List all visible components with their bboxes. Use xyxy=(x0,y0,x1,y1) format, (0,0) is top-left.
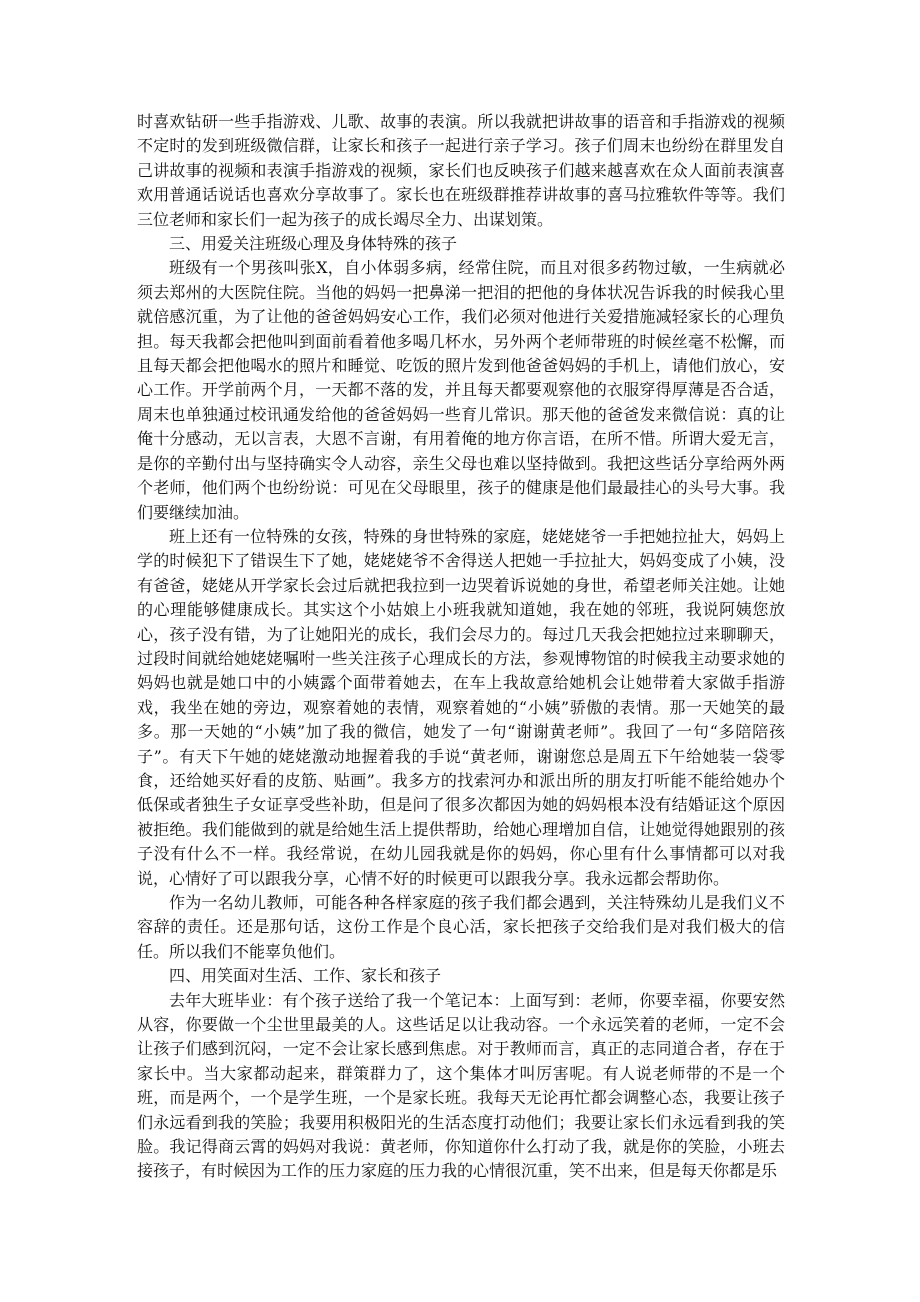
document-body xyxy=(137,110,785,1184)
paragraph-teacher-responsibility: 作为一名幼儿教师，可能各种各样家庭的孩子我们都会遇到，关注特殊幼儿是我们义不容辞的责任。还是那句话，这份工作是个良心活，家长把孩子交给我们是对我们极大的信任。所以我们不能辜负他们。 xyxy=(137,893,785,961)
paragraph-girl-story: 班上还有一位特殊的女孩，特殊的身世特殊的家庭，姥姥姥爷一手把她拉扯大，妈妈上学的时候犯下了错误生下了她，姥姥姥爷不舍得送人把她一手拉扯大，妈妈变成了小姨，没有爸爸，姥姥从开学家长会过后就把我拉到一边哭着诉说她的身世，希望老师关注她。让她的心理能够健康成长。其实这个小姑娘上小班我就知道她，我在她的邻班，我说阿姨您放心，孩子没有错，为了让她阳光的成长，我们会尽力的。每过几天我会把她拉过来聊聊天，过段时间就给她姥姥嘱咐一些关注孩子心理成长的方法，参观博物馆的时候我主动要求她的妈妈也就是她口中的小姨露个面带着她去，在车上我故意给她机会让她带着大家做手指游戏，我坐在她的旁边，观察着她的表情，观察着她的“小姨”骄傲的表情。那一天她笑的最多。那一天她的“小姨”加了我的微信，她发了一句“谢谢黄老师”。我回了一句“多陪陪孩子”。有天下午她的姥姥激动地握着我的手说“黄老师，谢谢您总是周五下午给她装一袋零食，还给她买好看的皮筋、贴画”。我多方的找索河办和派出所的朋友打听能不能给她办个低保或者独生子女证享受些补助，但是问了很多次都因为她的妈妈根本没有结婚证这个原因被拒绝。我们能做到的就是给她生活上提供帮助，给她心理增加自信，让她觉得她跟别的孩子没有什么不一样。我经常说，在幼儿园我就是你的妈妈，你心里有什么事情都可以对我说，心情好了可以跟我分享，心情不好的时候更可以跟我分享。我永远都会帮助你。 xyxy=(137,526,785,888)
paragraph-boy-story: 班级有一个男孩叫张X，自小体弱多病，经常住院，而且对很多药物过敏，一生病就必须去郑州的大医院住院。当他的妈妈一把鼻涕一把泪的把他的身体状况告诉我的时候我心里就倍感沉重，为了让他的爸爸妈妈安心工作，我们必须对他进行关爱措施减轻家长的心理负担。每天我都会把他叫到面前看着他多喝几杯水，另外两个老师带班的时候丝毫不松懈，而且每天都会把他喝水的照片和睡觉、吃饭的照片发到他爸爸妈妈的手机上，请他们放心，安心工作。开学前两个月，一天都不落的发，并且每天都要观察他的衣服穿得厚薄是否合适，周末也单独通过校讯通发给他的爸爸妈妈一些育儿常识。那天他的爸爸发来微信说：真的让俺十分感动，无以言表，大恩不言谢，有用着俺的地方你言语，在所不惜。所谓大爱无言，是你的辛勤付出与坚持确实令人动容，亲生父母也难以坚持做到。我把这些话分享给两外两个老师，他们两个也纷纷说：可见在父母眼里，孩子的健康是他们最最挂心的头号大事。我们要继续加油。 xyxy=(137,258,785,522)
section-heading-four: 四、用笑面对生活、工作、家长和孩子 xyxy=(169,966,442,986)
section-heading-three: 三、用爱关注班级心理及身体特殊的孩子 xyxy=(169,234,458,254)
paragraph-smile-story: 去年大班毕业：有个孩子送给了我一个笔记本：上面写到：老师，你要幸福，你要安然从容，你要做一个尘世里最美的人。这些话足以让我动容。一个永远笑着的老师，一定不会让孩子们感到沉闷，一定不会让家长感到焦虑。对于教师而言，真正的志同道合者，存在于家长中。当大家都动起来，群策群力了，这个集体才叫厉害呢。有人说老师带的不是一个班，而是两个，一个是学生班，一个是家长班。我每天无论再忙都会调整心态，我要让孩子们永远看到我的笑脸；我要用积极阳光的生活态度打动他们；我要让家长们永远看到我的笑脸。我记得商云霄的妈妈对我说：黄老师，你知道你什么打动了我，就是你的笑脸，小班去接孩子，有时候因为工作的压力家庭的压力我的心情很沉重，笑不出来，但是每天你都是乐 xyxy=(137,990,785,1181)
paragraph-intro-continuation: 时喜欢钻研一些手指游戏、儿歌、故事的表演。所以我就把讲故事的语音和手指游戏的视频不定时的发到班级微信群，让家长和孩子一起进行亲子学习。孩子们周末也纷纷在群里发自己讲故事的视频和表演手指游戏的视频，家长们也反映孩子们越来越喜欢在众人面前表演喜欢用普通话说话也喜欢分享故事了。家长也在班级群推荐讲故事的喜马拉雅软件等等。我们三位老师和家长们一起为孩子的成长竭尽全力、出谋划策。 xyxy=(137,112,785,229)
